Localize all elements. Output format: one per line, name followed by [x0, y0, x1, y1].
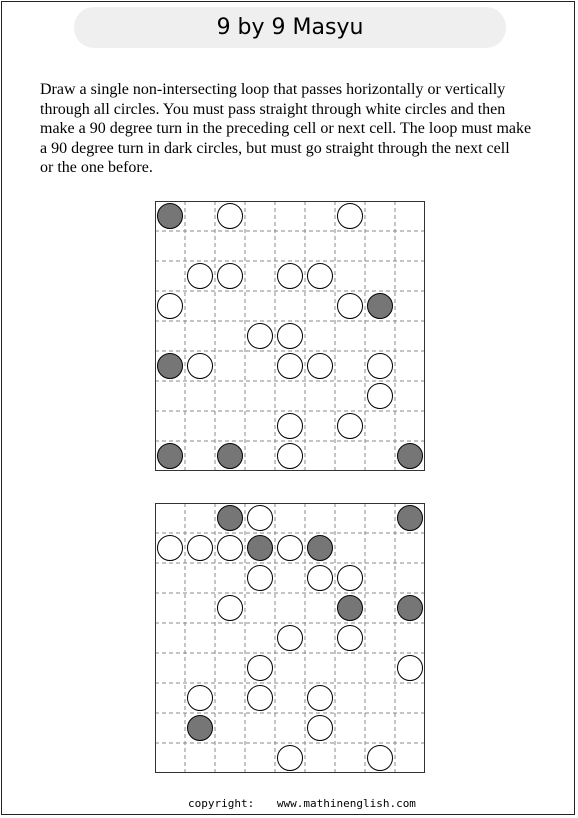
dark-circle: [398, 506, 423, 531]
dark-circle: [158, 354, 183, 379]
white-circle: [188, 686, 213, 711]
white-circle: [308, 566, 333, 591]
white-circle: [278, 264, 303, 289]
white-circle: [308, 354, 333, 379]
white-circle: [368, 384, 393, 409]
copyright-footer: [188, 797, 416, 810]
dark-circle: [368, 294, 393, 319]
white-circle: [218, 264, 243, 289]
white-circle: [188, 264, 213, 289]
dark-circle: [158, 444, 183, 469]
dark-circle: [338, 596, 363, 621]
white-circle: [278, 444, 303, 469]
white-circle: [278, 414, 303, 439]
copyright-label: copyright:: [188, 797, 255, 810]
website-link[interactable]: www.mathinenglish.com: [276, 797, 416, 810]
dark-circle: [158, 204, 183, 229]
dark-circle: [218, 444, 243, 469]
white-circle: [218, 596, 243, 621]
white-circle: [158, 536, 183, 561]
white-circle: [188, 536, 213, 561]
white-circle: [278, 354, 303, 379]
dark-circle: [398, 596, 423, 621]
puzzle-grid-svg[interactable]: [155, 201, 425, 471]
title-bar: [74, 7, 506, 48]
white-circle: [218, 536, 243, 561]
page-title: 9 by 9 Masyu: [216, 15, 364, 40]
dark-circle: [188, 716, 213, 741]
white-circle: [338, 294, 363, 319]
white-circle: [308, 716, 333, 741]
white-circle: [278, 324, 303, 349]
white-circle: [368, 746, 393, 771]
white-circle: [278, 536, 303, 561]
masyu-puzzle-1[interactable]: [155, 201, 425, 471]
white-circle: [278, 626, 303, 651]
instructions-line: Draw a single non-intersecting loop that passes horizontally or vertically: [40, 81, 506, 98]
dark-circle: [308, 536, 333, 561]
instructions-line: make a 90 degree turn in the preceding cell or next cell. The loop must make: [40, 120, 532, 138]
white-circle: [368, 354, 393, 379]
instructions-line: a 90 degree turn in dark circles, but must go straight through the next cell: [40, 139, 510, 157]
instructions-paragraph: [40, 80, 560, 178]
white-circle: [398, 656, 423, 681]
white-circle: [338, 414, 363, 439]
white-circle: [248, 506, 273, 531]
white-circle: [308, 686, 333, 711]
white-circle: [338, 204, 363, 229]
dark-circle: [248, 536, 273, 561]
instructions-line: through all circles. You must pass straight through white circles and then: [40, 100, 506, 118]
instructions-line: or the one before.: [40, 159, 153, 177]
white-circle: [248, 324, 273, 349]
white-circle: [158, 294, 183, 319]
dark-circle: [218, 506, 243, 531]
dark-circle: [398, 444, 423, 469]
white-circle: [248, 566, 273, 591]
masyu-puzzle-2[interactable]: [155, 503, 425, 773]
white-circle: [308, 264, 333, 289]
puzzle-grid-svg[interactable]: [155, 503, 425, 773]
white-circle: [338, 566, 363, 591]
white-circle: [278, 746, 303, 771]
white-circle: [248, 656, 273, 681]
white-circle: [338, 626, 363, 651]
white-circle: [248, 686, 273, 711]
white-circle: [218, 204, 243, 229]
white-circle: [188, 354, 213, 379]
